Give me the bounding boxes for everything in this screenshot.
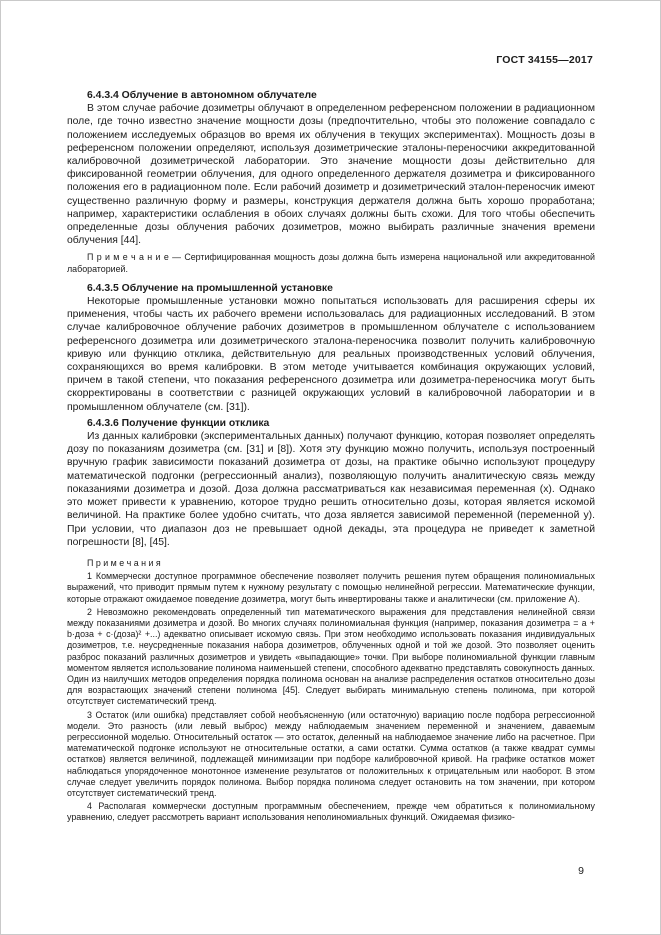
note-4: 4 Располагая коммерчески доступным программным обеспечением, прежде чем обратиться к полиномиальному уравнению, следует рассмотреть вариант использования неполиномиальных функций. Ожидаемая физико-	[67, 801, 595, 823]
note: П р и м е ч а н и е — Сертифицированная мощность дозы должна быть измерена национальной или аккредитованной лабораторией.	[67, 252, 595, 274]
section-heading-6-4-3-4: 6.4.3.4 Облучение в автономном облучателе	[87, 90, 317, 101]
note-3: 3 Остаток (или ошибка) представляет собой необъясненную (или остаточную) вариацию после подбора регрессионной модели. Это разность (или левый выброс) между наблюдаемым значением переменной и значением, даваемым регрессионной моделью. Относительный остаток — это остаток, деленный на наблюдаемое значение либо на расчетное. При математической подгонке используют не относительные остатки, а сами остатки. Сумма остатков (а также квадрат суммы остатков) является величиной, подлежащей минимизации при подборе калибровочной кривой. На графике остатков может наблюдаться упорядоченное монотонное изменение результатов от положительных к отрицательным или наоборот. В этом случае следует увеличить порядок полинома. Выбор порядка полинома следует остановить на том значении, при котором отсутствует систематический тренд.	[67, 709, 595, 798]
document-body	[67, 89, 595, 824]
document-number-header: ГОСТ 34155—2017	[496, 54, 593, 66]
note-1: 1 Коммерчески доступное программное обеспечение позволяет получить решения путем обращения полиномиальных выражений, что приводит прямым путем к нужному результату с помощью нелинейной регрессии. Математические функции, которые отражают ожидаемое поведение дозиметра, могут быть инвертированы также и аналитически (см. приложение А).	[67, 571, 595, 604]
notes-label: П р и м е ч а н и я	[87, 557, 161, 568]
page-number: 9	[578, 865, 584, 877]
section-heading-6-4-3-5: 6.4.3.5 Облучение на промышленной установке	[87, 282, 333, 294]
section-heading-6-4-3-6: 6.4.3.6 Получение функции отклика	[87, 417, 270, 429]
paragraph: Из данных калибровки (экспериментальных данных) получают функцию, которая позволяет определять дозу по показаниям дозиметра (см. [31] и [8]). Хотя эту функцию можно получить, используя построенный вручную график зависимости показаний дозиметра от дозы, на практике обычно используют процедуру математической подгонки (регрессионный анализ), позволяющую получить аналитическую связь между показаниями дозиметра и дозой. Доза должна рассматриваться как независимая переменная (x). Однако это может привести к уравнению, которое трудно решить относительно дозы, которая является искомой величиной. На практике более удобно считать, что доза является зависимой переменной (переменной y). При условии, что диапазон доз не превышает одной декады, эта процедура не приведет к заметной погрешности [8], [45].	[67, 431, 595, 548]
paragraph: Некоторые промышленные установки можно попытаться использовать для расширения сферы их применения, чтобы часть их рабочего времени использовалась для радиационных исследований. В этом случае калибровочное облучение рабочих дозиметров в промышленном облучателе с использованием референсного дозиметра или дозиметрического эталона-переносчика позволит получить калибровочную кривую или функцию отклика, действительную для реальных производственных условий облучения, сохраняющихся во время калибровки. В этом методе учитывается комбинация окружающих условий, причем в такой степени, что показания референсного дозиметра или дозиметра-переносчика могут быть скорректированы в соответствии с разницей окружающих условий в калибровочной лаборатории и в промышленном облучателе (см. [31]).	[67, 296, 595, 413]
note-2: 2 Невозможно рекомендовать определенный тип математического выражения для представления нелинейной связи между показаниями дозиметра и дозой. Во многих случаях полиномиальная функция (например, показания дозиметра = a + b·доза + c·(доза)² +...) адекватно описывает искомую связь. При этом необходимо использовать показания индивидуальных дозиметров, т.е. неусредненные показания набора дозиметров, облученных одной и той же дозой. Это позволяет оценить разброс показаний различных дозиметров и увидеть «выпадающие» точки. При выборе полиномиальной функции главным моментом является использование полинома наименьшей степени, способного адекватно представлять совокупность данных. Один из наилучших методов определения порядка полинома основан на анализе распределения остатков относительно дозы для возрастающих значений степени полинома [45]. Следует выбирать минимальную степень полинома, при которой отсутствует систематический тренд.	[67, 606, 595, 707]
paragraph: В этом случае рабочие дозиметры облучают в определенном референсном положении в радиационном поле, где точно известно значение мощности дозы (предпочтительно, чтобы это положение совпадало с положением исследуемых образцов во время их облучения в текущих экспериментах). Мощность дозы в референсном положении определяют, используя дозиметрические эталоны-переносчики аккредитованной калибровочной дозиметрической лаборатории. Это значение мощности дозы действительно для фиксированной геометрии облучения, для одного определенного держателя дозиметра и фиксированного положения его в радиационном поле. Если рабочий дозиметр и дозиметрический эталон-переносчик имеют существенно различную форму и размеры, конструкция держателя должна быть хорошо проработана; например, характеристики ослабления в обоих случаях должны быть схожи. Для того чтобы обеспечить определенные дозы облучения рабочих дозиметров, можно выбирать различные значения времени облучения [44].	[67, 103, 595, 247]
